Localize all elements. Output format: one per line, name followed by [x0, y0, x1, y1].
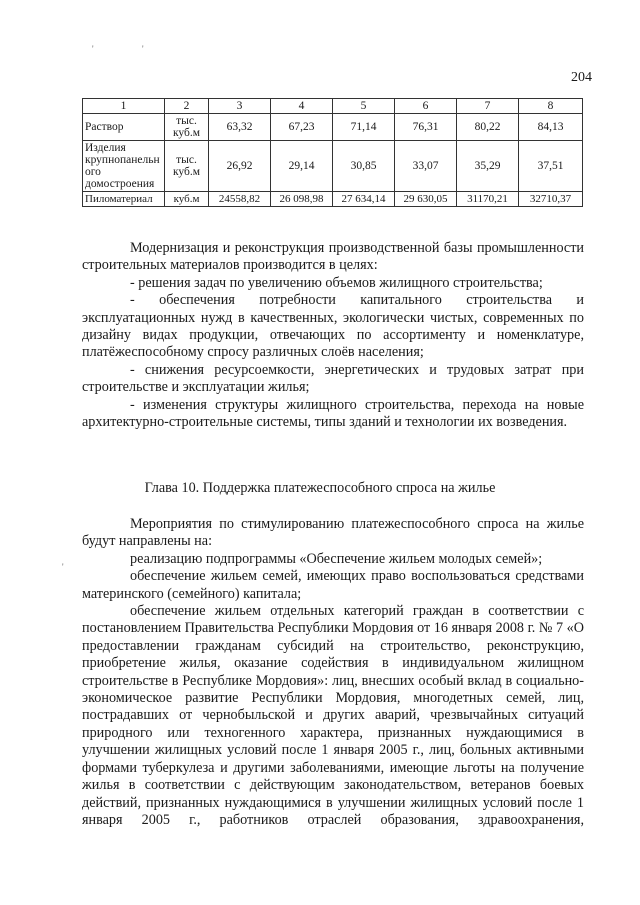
table-cell: 26 098,98 [271, 192, 333, 207]
modernization-section [82, 240, 584, 431]
scan-mark: ' [62, 562, 64, 572]
row-name: Изделия крупнопанельн ого домостроения [83, 141, 165, 192]
table-row [83, 192, 583, 207]
column-header: 5 [333, 99, 395, 114]
table-row [83, 141, 583, 192]
column-header: 8 [519, 99, 583, 114]
demand-section [82, 516, 584, 829]
table-cell: 37,51 [519, 141, 583, 192]
table-cell: 24558,82 [209, 192, 271, 207]
table-cell: 26,92 [209, 141, 271, 192]
paragraph: Мероприятия по стимулированию платежеспособного спроса на жилье будут направлены на: [82, 516, 584, 550]
table-cell: 35,29 [457, 141, 519, 192]
row-unit: тыс. куб.м [165, 141, 209, 192]
column-header: 2 [165, 99, 209, 114]
column-header: 4 [271, 99, 333, 114]
list-item: реализацию подпрограммы «Обеспечение жильем молодых семей»; [130, 550, 543, 567]
table-cell: 27 634,14 [333, 192, 395, 207]
table-header-row [83, 99, 583, 114]
row-unit: куб.м [165, 192, 209, 207]
table-cell: 33,07 [395, 141, 457, 192]
table-cell: 63,32 [209, 114, 271, 141]
column-header: 3 [209, 99, 271, 114]
row-name: Пиломатериал [83, 192, 165, 207]
table-row [83, 114, 583, 141]
chapter-title: Глава 10. Поддержка платежеспособного спроса на жилье [144, 480, 496, 496]
table-cell: 32710,37 [519, 192, 583, 207]
production-table [82, 98, 583, 207]
list-item: - решения задач по увеличению объемов жилищного строительства; [130, 274, 543, 291]
table-cell: 29 630,05 [395, 192, 457, 207]
list-item: - снижения ресурсоемкости, энергетических и трудовых затрат при строительстве и эксплуатации жилья; [82, 361, 584, 396]
scan-mark: ' [142, 44, 144, 54]
paragraph: Модернизация и реконструкция производственной базы промышленности строительных материалов производится в целях: [82, 240, 584, 274]
table-cell: 80,22 [457, 114, 519, 141]
scan-mark: ' [92, 44, 94, 54]
table-cell: 76,31 [395, 114, 457, 141]
row-unit: тыс. куб.м [165, 114, 209, 141]
table-cell: 29,14 [271, 141, 333, 192]
table-cell: 84,13 [519, 114, 583, 141]
column-header: 6 [395, 99, 457, 114]
table-cell: 30,85 [333, 141, 395, 192]
list-item: обеспечение жильем семей, имеющих право воспользоваться средствами материнского (семейного) капитала; [82, 568, 584, 602]
column-header: 7 [457, 99, 519, 114]
list-item: обеспечение жильем отдельных категорий граждан в соответствии с постановлением Правительства Республики Мордовия от 16 января 2008 г. № 7 «О предоставлении гражданам субсидий на строительство, реконструкцию, приобретение жилья, оказание содействия в индивидуальном жилищном строительстве в Республике Мордовия»: лиц, внесших особый вклад в социально-экономическое развитие Республики Мордовия, многодетных семей, лиц, пострадавших от чернобыльской и других аварий, чрезвычайных ситуаций природного или техногенного характера, признанных нуждающимися в улучшении жилищных условий после 1 января 2005 г., лиц, больных активными формами туберкулеза и другими заболеваниями, имеющие льготы на получение жилья в соответствии с действующим законодательством, ветеранов боевых действий, признанных нуждающимися в улучшении жилищных условий после 1 января 2005 г., работников отраслей образования, здравоохранения, [82, 603, 584, 828]
table-cell: 71,14 [333, 114, 395, 141]
page-number: 204 [571, 70, 592, 85]
row-name: Раствор [83, 114, 165, 141]
list-item: - обеспечения потребности капитального строительства и эксплуатационных нужд в качественных, экологически чистых, современных по дизайну видах продукции, отвечающих по ассортименту и номенклатуре, платёжеспособному спросу различных слоёв населения; [82, 292, 584, 361]
column-header: 1 [83, 99, 165, 114]
table-cell: 67,23 [271, 114, 333, 141]
table-cell: 31170,21 [457, 192, 519, 207]
list-item: - изменения структуры жилищного строительства, перехода на новые архитектурно-строительные системы, типы зданий и технологии их возведения. [82, 396, 584, 431]
